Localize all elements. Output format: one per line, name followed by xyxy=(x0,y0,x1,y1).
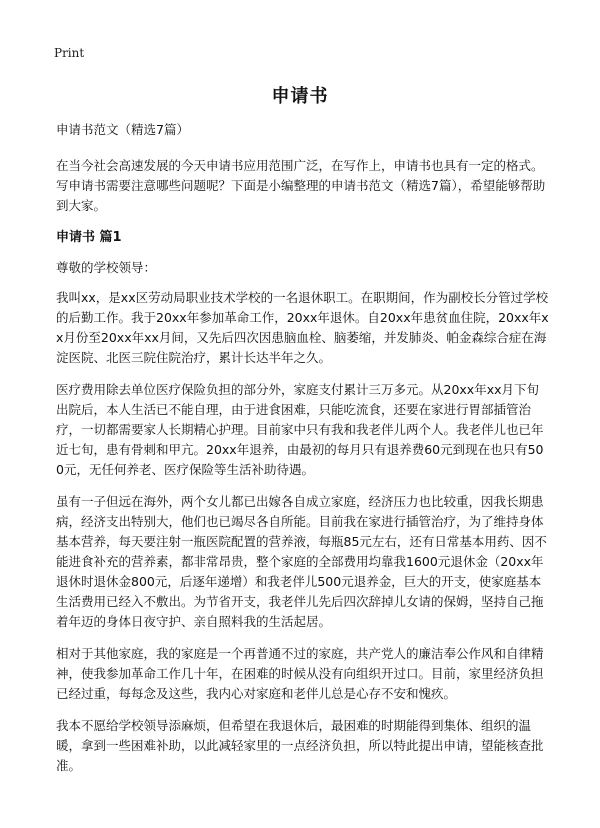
article-body xyxy=(56,120,550,788)
body-paragraph-3: 虽有一子但远在海外，两个女儿都已出嫁各自成立家庭，经济压力也比较重，因我长期患病，经济支出特别大，他们也已竭尽各自所能。目前我在家进行插管治疗，为了维持身体基本营养，每天要注射一瓶医院配置的营养液，每瓶85元左右，还有日常基本用药、因不能进食补充的营养素，都非常昂贵，整个家庭的全部费用均靠我1600元退休金（20xx年退休时退休金800元，后逐年递增）和我老伴儿500元退养金，巨大的开支，使家庭基本生活费用已经入不敷出。为节省开支，我老伴儿先后四次辞掉儿女请的保姆，坚持自己拖着年迈的身体日夜守护、亲自照料我的生活起居。 xyxy=(56,494,547,629)
body-paragraph-4: 相对于其他家庭，我的家庭是一个再普通不过的家庭，共产党人的廉洁奉公作风和自律精神，使我参加革命工作几十年，在困难的时候从没有向组织开过口。目前，家里经济负担已经过重，每每念及这些，我内心对家庭和老伴儿总是心存不安和愧疚。 xyxy=(56,646,544,701)
intro-paragraph: 在当今社会高速发展的今天申请书应用范围广泛，在写作上，申请书也具有一定的格式。写申请书需要注意哪些问题呢？下面是小编整理的申请书范文（精选7篇），希望能够帮助到大家。 xyxy=(56,158,546,213)
body-paragraph-2: 医疗费用除去单位医疗保险负担的部分外，家庭支付累计三万多元。从20xx年xx月下旬出院后，本人生活已不能自理，由于进食困难，只能吃流食，还要在家进行胃部插管治疗，一切都需要家人长期精心护理。目前家中只有我和我老伴儿两个人。我老伴儿也已年近七旬，患有骨刺和甲亢。20xx年退养，由最初的每月只有退养费60元到现在也只有500元，无任何养老、医疗保险等生活补助待遇。 xyxy=(56,382,544,477)
page-title: 申请书 xyxy=(271,86,329,107)
body-paragraph-1: 我叫xx，是xx区劳动局职业技术学校的一名退休职工。在职期间，作为副校长分管过学校的后勤工作。我于20xx年参加革命工作，20xx年退休。自20xx年患贫血住院，20xx年xx月份至20xx年xx月间，又先后四次因患脑血栓、脑萎缩，并发肺炎、帕金森综合症在海淀医院、北医三院住院治疗，累计长达半年之久。 xyxy=(56,290,549,365)
print-link[interactable]: Print xyxy=(54,46,85,60)
article-subtitle: 申请书范文（精选7篇） xyxy=(56,122,189,137)
section-heading: 申请书 篇1 xyxy=(56,230,122,245)
letter-greeting: 尊敬的学校领导： xyxy=(56,260,157,275)
body-paragraph-5: 我本不愿给学校领导添麻烦，但希望在我退休后，最困难的时期能得到集体、组织的温暖，拿到一些困难补助，以此减轻家里的一点经济负担，所以特此提出申请，望能核查批准。 xyxy=(56,718,544,773)
